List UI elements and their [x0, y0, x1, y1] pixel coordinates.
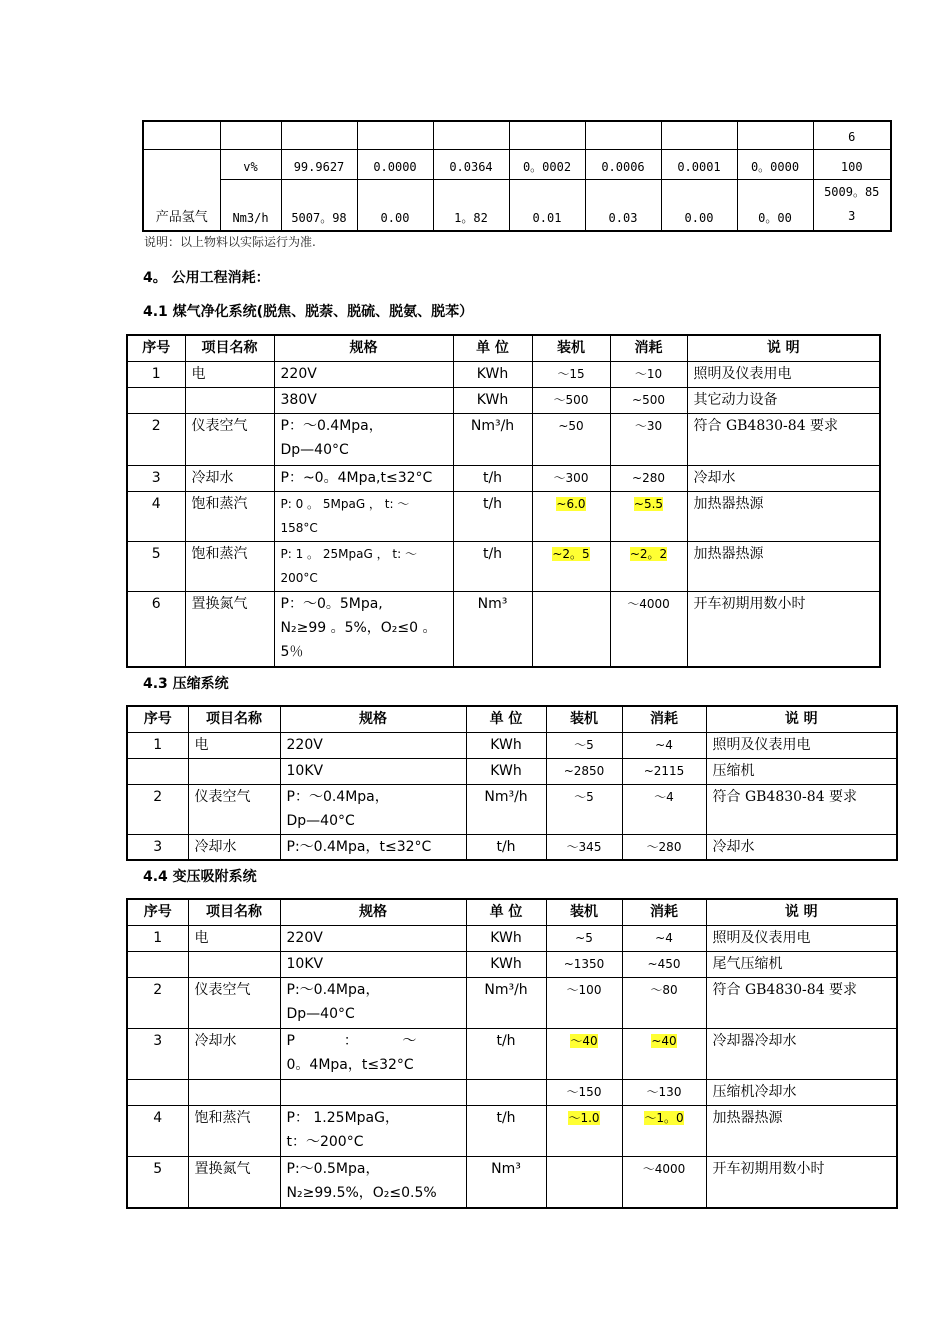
header-cell: 消耗 — [610, 335, 687, 361]
table-row — [127, 361, 880, 387]
table-cell: 0.0006 — [585, 149, 661, 179]
table-cell: t/h — [453, 541, 532, 591]
table-cell — [188, 1079, 280, 1105]
header-cell: 装机 — [546, 706, 622, 732]
table-cell — [185, 387, 274, 413]
table-cell: 电 — [188, 925, 280, 951]
utility-table-4-3 — [126, 705, 898, 861]
table-cell: 10KV — [280, 951, 466, 977]
cell-line: 158°C — [280, 520, 318, 535]
table-cell: 0.01 — [509, 179, 585, 231]
table-cell: 0.0364 — [433, 149, 509, 179]
table-cell: 3 — [127, 465, 185, 491]
header-cell: 项目名称 — [188, 899, 280, 925]
table-cell: 开车初期用数小时 — [706, 1156, 897, 1208]
table-cell: 2 — [127, 977, 188, 1028]
table-cell: ~1350 — [546, 951, 622, 977]
table-cell: ～130 — [622, 1079, 706, 1105]
table-cell: 5 — [127, 1156, 188, 1208]
table-cell: 开车初期用数小时 — [687, 591, 880, 667]
cell-line: 5009。85 — [824, 184, 880, 199]
table-cell: 加热器热源 — [687, 541, 880, 591]
table-cell: 4 — [127, 1105, 188, 1156]
table-cell: ~450 — [622, 951, 706, 977]
table-row — [127, 1079, 897, 1105]
header-cell: 消耗 — [622, 706, 706, 732]
table-cell: 压缩机 — [706, 758, 897, 784]
table-cell: 1。82 — [433, 179, 509, 231]
table-cell: 0。00 — [737, 179, 813, 231]
table-cell: ~4 — [622, 925, 706, 951]
table-row — [127, 732, 897, 758]
table-cell — [280, 1105, 466, 1156]
header-cell: 说 明 — [706, 706, 897, 732]
table-cell: 电 — [188, 732, 280, 758]
table-cell: 220V — [280, 732, 466, 758]
table-cell — [546, 1028, 622, 1079]
cell-line: Dp—40°C — [286, 812, 355, 829]
table-cell: ～30 — [610, 413, 687, 465]
table-cell: t/h — [466, 1028, 546, 1079]
material-note: 说明：以上物料以实际运行为准. — [144, 235, 316, 249]
table-cell: ~280 — [610, 465, 687, 491]
table-cell: t/h — [453, 491, 532, 541]
header-row — [127, 335, 880, 361]
table-cell: ~4 — [622, 732, 706, 758]
table-cell — [274, 541, 453, 591]
table-cell: 2 — [127, 413, 185, 465]
table-cell: 照明及仪表用电 — [706, 732, 897, 758]
table-cell — [813, 179, 891, 231]
table-cell: 符合 GB4830-84 要求 — [687, 413, 880, 465]
table-row — [127, 925, 897, 951]
table-cell: 冷却水 — [706, 834, 897, 860]
table-cell: 3 — [127, 834, 188, 860]
table-cell: 符合 GB4830-84 要求 — [706, 784, 897, 834]
table-cell: 0.03 — [585, 179, 661, 231]
header-cell: 单 位 — [466, 706, 546, 732]
table-cell: 0。0000 — [737, 149, 813, 179]
table-row — [127, 413, 880, 465]
table-cell: 加热器热源 — [687, 491, 880, 541]
table-row — [127, 1105, 897, 1156]
table-cell: v% — [220, 149, 281, 179]
table-cell: 冷却器冷却水 — [706, 1028, 897, 1079]
cell-line: P： 1.25MpaG， — [286, 1109, 399, 1126]
table-cell: 1 — [127, 925, 188, 951]
section-4-1-title: 4.1 煤气净化系统(脱焦、脱萘、脱硫、脱氨、脱苯） — [143, 304, 474, 320]
table-row — [127, 784, 897, 834]
table-cell — [127, 1079, 188, 1105]
table-cell: KWh — [453, 387, 532, 413]
table-cell — [280, 784, 466, 834]
table-cell: ～10 — [610, 361, 687, 387]
table-cell: KWh — [466, 925, 546, 951]
table-cell — [466, 1079, 546, 1105]
table-cell: ～280 — [622, 834, 706, 860]
table-cell: t/h — [466, 834, 546, 860]
cell-line: P：～0。5Mpa, — [280, 595, 383, 612]
table-cell: 5 — [127, 541, 185, 591]
product-hydrogen-label: 产品氢气 — [143, 149, 220, 231]
table-cell: ～100 — [546, 977, 622, 1028]
table-row — [127, 951, 897, 977]
cell-line: 3 — [848, 208, 856, 223]
table-cell: 3 — [127, 1028, 188, 1079]
table-cell: 仪表空气 — [188, 784, 280, 834]
highlighted-value: ~40 — [651, 1033, 677, 1048]
table-cell: 电 — [185, 361, 274, 387]
table-cell: 符合 GB4830-84 要求 — [706, 977, 897, 1028]
table-row — [143, 121, 891, 149]
table-cell: KWh — [453, 361, 532, 387]
table-cell: 尾气压缩机 — [706, 951, 897, 977]
table-cell: ～5 — [546, 732, 622, 758]
cell-line: P:～0.4Mpa， — [286, 981, 380, 998]
cell-line: 200°C — [280, 570, 318, 585]
table-cell — [280, 1156, 466, 1208]
cell-line: N₂≥99 。5%，O₂≤0 。 — [280, 619, 437, 636]
cell-line: P: 0 。 5MpaG ， t: ～ — [280, 496, 410, 511]
table-row — [127, 541, 880, 591]
table-cell: ~5 — [546, 925, 622, 951]
header-cell: 单 位 — [453, 335, 532, 361]
table-row — [127, 387, 880, 413]
table-cell — [280, 1028, 466, 1079]
section-4-4-title: 4.4 变压吸附系统 — [143, 869, 257, 885]
table-cell: ～300 — [532, 465, 610, 491]
table-cell: 0.0001 — [661, 149, 737, 179]
header-cell: 序号 — [127, 335, 185, 361]
table-cell — [127, 951, 188, 977]
table-cell: Nm3/h — [220, 179, 281, 231]
header-cell: 规格 — [280, 706, 466, 732]
table-cell: 6 — [813, 121, 891, 149]
table-cell: ～5 — [546, 784, 622, 834]
table-cell: 0.0000 — [357, 149, 433, 179]
table-row — [127, 1028, 897, 1079]
table-cell — [546, 1156, 622, 1208]
table-cell — [280, 1079, 466, 1105]
table-cell: 100 — [813, 149, 891, 179]
table-cell: KWh — [466, 732, 546, 758]
highlighted-value: ～1.0 — [568, 1110, 600, 1125]
header-cell: 序号 — [127, 706, 188, 732]
header-cell: 规格 — [274, 335, 453, 361]
table-cell: Nm³ — [466, 1156, 546, 1208]
utility-table-4-1 — [126, 334, 881, 668]
table-cell: 4 — [127, 491, 185, 541]
table-cell: ~2850 — [546, 758, 622, 784]
header-row — [127, 899, 897, 925]
table-cell: 压缩机冷却水 — [706, 1079, 897, 1105]
table-cell: 冷却水 — [185, 465, 274, 491]
table-cell — [280, 977, 466, 1028]
table-cell — [127, 758, 188, 784]
table-cell: 饱和蒸汽 — [185, 541, 274, 591]
table-cell: ～15 — [532, 361, 610, 387]
table-row — [127, 591, 880, 667]
table-cell — [532, 541, 610, 591]
table-cell — [188, 951, 280, 977]
table-cell — [610, 491, 687, 541]
highlighted-value: ～1。0 — [644, 1110, 684, 1125]
table-cell — [532, 591, 610, 667]
table-cell — [274, 491, 453, 541]
table-cell: 1 — [127, 732, 188, 758]
table-row — [127, 977, 897, 1028]
header-cell: 说 明 — [706, 899, 897, 925]
header-cell: 项目名称 — [185, 335, 274, 361]
table-cell: 加热器热源 — [706, 1105, 897, 1156]
table-cell: 冷却水 — [188, 834, 280, 860]
table-cell: ~500 — [610, 387, 687, 413]
table-cell: 99.9627 — [281, 149, 357, 179]
header-cell: 序号 — [127, 899, 188, 925]
header-cell: 说 明 — [687, 335, 880, 361]
header-cell: 规格 — [280, 899, 466, 925]
table-cell: P：~0。4Mpa,t≤32°C — [274, 465, 453, 491]
material-table — [142, 120, 892, 232]
table-row — [127, 834, 897, 860]
section-4-title: 4。 公用工程消耗： — [143, 270, 270, 286]
cell-line: 0。4Mpa，t≤32°C — [286, 1056, 414, 1073]
table-cell: 10KV — [280, 758, 466, 784]
table-cell — [532, 491, 610, 541]
utility-table-4-4 — [126, 898, 898, 1209]
header-row — [127, 706, 897, 732]
table-cell — [127, 387, 185, 413]
table-cell: t/h — [453, 465, 532, 491]
cell-line: Dp—40°C — [280, 441, 349, 458]
table-cell: 220V — [280, 925, 466, 951]
table-cell — [610, 541, 687, 591]
table-cell — [622, 1028, 706, 1079]
cell-line: N₂≥99.5%，O₂≤0.5% — [286, 1184, 437, 1201]
table-cell: 5007。98 — [281, 179, 357, 231]
cell-line: P：～0.4Mpa， — [280, 417, 383, 434]
table-cell: ～80 — [622, 977, 706, 1028]
table-cell: 仪表空气 — [188, 977, 280, 1028]
table-row — [127, 758, 897, 784]
table-cell — [274, 591, 453, 667]
table-cell: 饱和蒸汽 — [185, 491, 274, 541]
highlighted-value: ~2。5 — [552, 546, 590, 561]
header-cell: 装机 — [532, 335, 610, 361]
table-cell: t/h — [466, 1105, 546, 1156]
header-cell: 装机 — [546, 899, 622, 925]
table-row — [127, 465, 880, 491]
table-cell: ～345 — [546, 834, 622, 860]
table-cell: ～4 — [622, 784, 706, 834]
table-cell: 0.00 — [661, 179, 737, 231]
cell-line: P：～0.4Mpa， — [286, 788, 389, 805]
section-4-3-title: 4.3 压缩系统 — [143, 676, 229, 692]
table-row — [127, 1156, 897, 1208]
header-cell: 单 位 — [466, 899, 546, 925]
table-cell: 置换氮气 — [188, 1156, 280, 1208]
table-cell: ～500 — [532, 387, 610, 413]
cell-line: 5％ — [280, 643, 304, 660]
table-cell: ～150 — [546, 1079, 622, 1105]
table-cell: 2 — [127, 784, 188, 834]
cell-line: Dp—40°C — [286, 1005, 355, 1022]
highlighted-value: ~2。2 — [629, 546, 668, 561]
table-cell: KWh — [466, 951, 546, 977]
cell-line: P: 1 。 25MpaG ， t: ～ — [280, 546, 417, 561]
table-cell: 0。0002 — [509, 149, 585, 179]
table-cell: 冷却水 — [687, 465, 880, 491]
table-cell: 置换氮气 — [185, 591, 274, 667]
table-cell: 照明及仪表用电 — [706, 925, 897, 951]
table-cell: 1 — [127, 361, 185, 387]
table-cell — [546, 1105, 622, 1156]
table-cell: 仪表空气 — [185, 413, 274, 465]
table-cell: 380V — [274, 387, 453, 413]
table-cell: 其它动力设备 — [687, 387, 880, 413]
table-cell: P:～0.4Mpa，t≤32°C — [280, 834, 466, 860]
cell-line: t：～200°C — [286, 1133, 364, 1150]
table-cell — [622, 1105, 706, 1156]
header-cell: 项目名称 — [188, 706, 280, 732]
table-cell: ~2115 — [622, 758, 706, 784]
highlighted-value: ~5.5 — [633, 496, 664, 511]
table-cell: KWh — [466, 758, 546, 784]
table-cell: Nm³/h — [466, 784, 546, 834]
table-row — [143, 149, 891, 179]
table-cell: 6 — [127, 591, 185, 667]
table-cell: 0.00 — [357, 179, 433, 231]
cell-line: P:～0.5Mpa， — [286, 1160, 380, 1177]
table-cell: 饱和蒸汽 — [188, 1105, 280, 1156]
table-row — [143, 179, 891, 231]
highlighted-value: ~6.0 — [556, 496, 586, 511]
highlighted-value: ～40 — [570, 1033, 598, 1048]
table-row — [127, 491, 880, 541]
table-cell: 照明及仪表用电 — [687, 361, 880, 387]
table-cell: Nm³/h — [466, 977, 546, 1028]
header-cell: 消耗 — [622, 899, 706, 925]
table-cell: Nm³/h — [453, 413, 532, 465]
table-cell: Nm³ — [453, 591, 532, 667]
cell-line: P ： ～ — [286, 1032, 417, 1049]
table-cell — [274, 413, 453, 465]
table-cell: 220V — [274, 361, 453, 387]
table-cell: 冷却水 — [188, 1028, 280, 1079]
table-cell: ~50 — [532, 413, 610, 465]
table-cell: ～4000 — [610, 591, 687, 667]
table-cell — [188, 758, 280, 784]
table-cell: ～4000 — [622, 1156, 706, 1208]
